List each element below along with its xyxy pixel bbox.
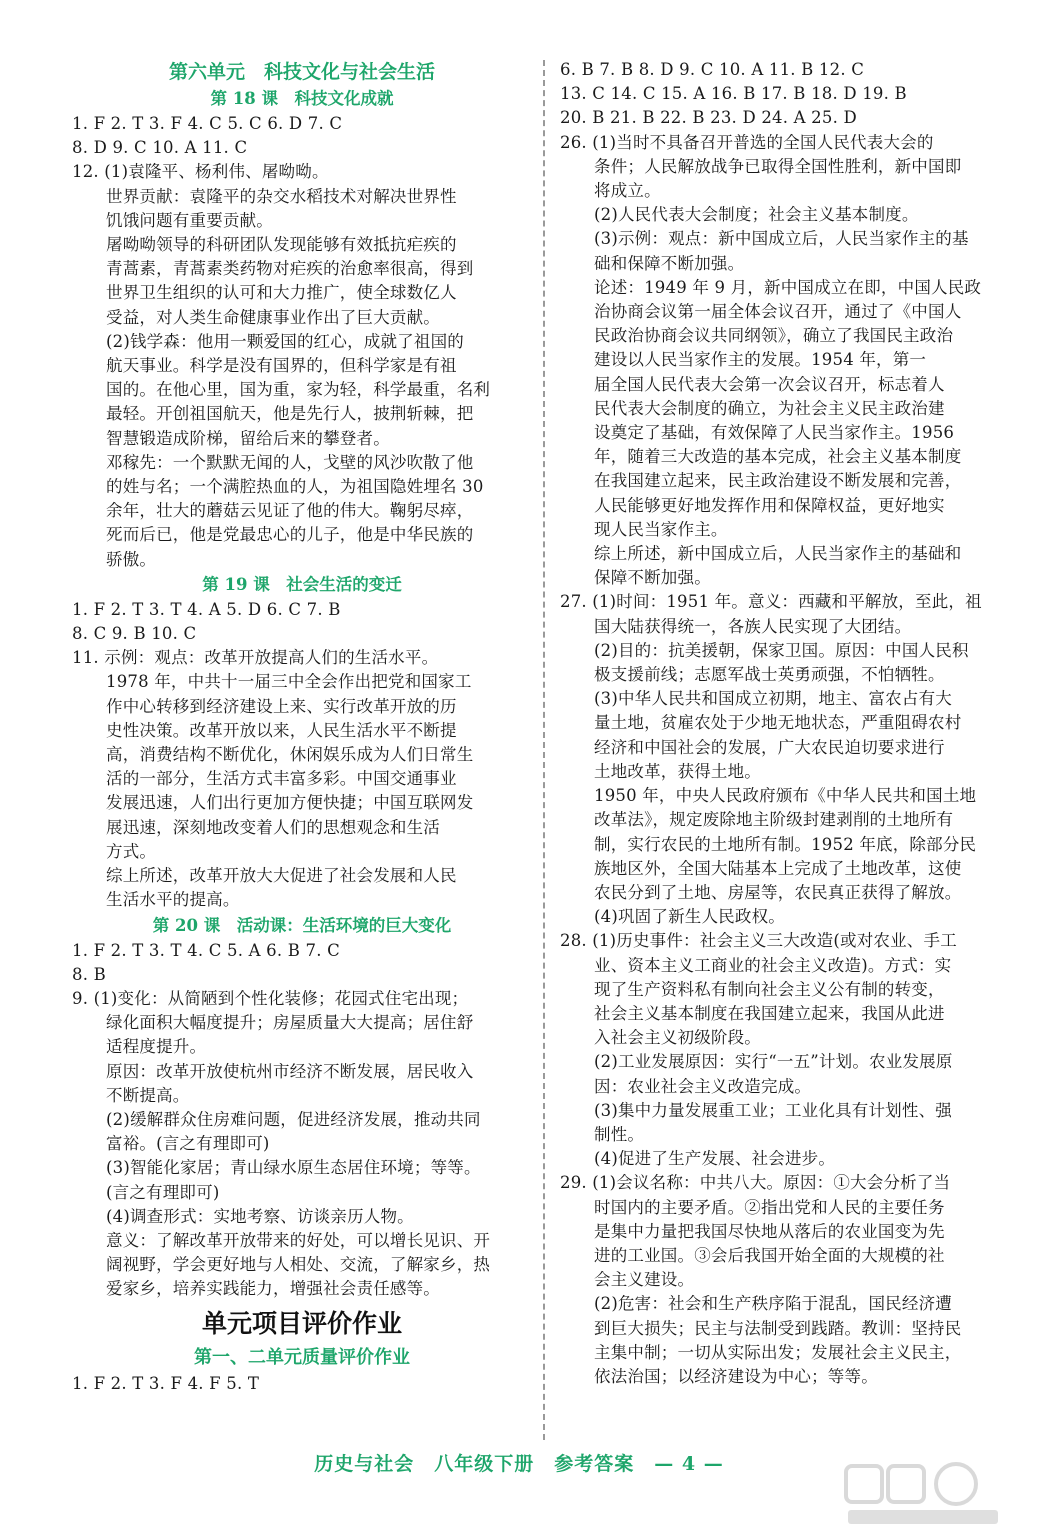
evaluation-heading: 单元项目评价作业 bbox=[201, 1308, 402, 1338]
answer-line: 在我国建立起来，民主政治建设不断发展和完善， bbox=[594, 471, 962, 491]
answer-line: 世界卫生组织的认可和大力推广，使全球数亿人 bbox=[106, 283, 457, 303]
answer-line: (3)集中力量发展重工业；工业化具有计划性、强 bbox=[594, 1100, 952, 1120]
answer-line: 设奠定了基础，有效保障了人民当家作主。1956 bbox=[594, 423, 955, 443]
answer-line: 届全国人民代表大会第一次会议召开，标志着人 bbox=[594, 374, 945, 394]
answer-line: 主集中制；一切从实际出发；发展社会主义民主， bbox=[594, 1342, 962, 1362]
answer-line: 会主义建设。 bbox=[594, 1270, 695, 1290]
answer-line: 人民能够更好地发挥作用和保障权益，更好地实 bbox=[594, 495, 945, 515]
left-column bbox=[72, 58, 532, 1396]
answer-line: 27. (1)时间：1951 年。意义：西藏和平解放，至此，祖 bbox=[560, 592, 982, 612]
answer-line: 现人民当家作主。 bbox=[594, 519, 728, 539]
answer-line: 智慧锻造成阶梯，留给后来的攀登者。 bbox=[106, 428, 390, 448]
answer-line: 民代表大会制度的确立，为社会主义民主政治建 bbox=[594, 398, 945, 418]
answer-line: 的姓与名；一个满腔热血的人，为祖国隐姓埋名 30 bbox=[106, 477, 484, 497]
answer-line: 保障不断加强。 bbox=[594, 568, 711, 588]
answer-line: 最轻。开创祖国航天，他是先行人，披荆斩棘，把 bbox=[106, 404, 474, 424]
answer-line: 高，消费结构不断优化，休闲娱乐成为人们日常生 bbox=[106, 745, 474, 765]
answer-line: 受益，对人类生命健康事业作出了巨大贡献。 bbox=[106, 307, 440, 327]
answer-line: (2)钱学森：他用一颗爱国的红心，成就了祖国的 bbox=[106, 331, 464, 351]
answer-line: (2)人民代表大会制度；社会主义基本制度。 bbox=[594, 205, 919, 225]
answer-line: 8. B bbox=[72, 964, 106, 984]
answer-line: 年，随着三大改造的基本完成，社会主义基本制度 bbox=[594, 447, 962, 467]
answer-line: 适程度提升。 bbox=[106, 1037, 207, 1057]
answer-line: 因：农业社会主义改造完成。 bbox=[594, 1076, 812, 1096]
answer-line: 综上所述，改革开放大大促进了社会发展和人民 bbox=[106, 866, 457, 886]
answer-line: 发展迅速，人们出行更加方便快捷；中国互联网发 bbox=[106, 793, 474, 813]
answer-line: 8. C 9. B 10. C bbox=[72, 624, 197, 644]
unit6-heading: 第六单元 科技文化与社会生活 bbox=[168, 61, 435, 83]
answer-line: 8. D 9. C 10. A 11. C bbox=[72, 138, 248, 158]
answer-line: 时国内的主要矛盾。②指出党和人民的主要任务 bbox=[594, 1197, 945, 1217]
answer-line: (4)巩固了新生人民政权。 bbox=[594, 907, 785, 927]
answer-line: 绿化面积大幅度提升；房屋质量大大提高；居住舒 bbox=[106, 1013, 474, 1033]
lesson20-answers bbox=[72, 939, 532, 1302]
column-divider bbox=[543, 60, 545, 1440]
answer-line: 世界贡献：袁隆平的杂交水稻技术对解决世界性 bbox=[106, 186, 457, 206]
answer-line: 方式。 bbox=[106, 841, 157, 861]
answer-line: 原因：改革开放使杭州市经济不断发展，居民收入 bbox=[106, 1061, 474, 1081]
answer-line: 础和保障不断加强。 bbox=[594, 253, 745, 273]
answer-line: 爱家乡，培养实践能力，增强社会责任感等。 bbox=[106, 1279, 440, 1299]
lesson20-heading: 第 20 课 活动课：生活环境的巨大变化 bbox=[152, 915, 452, 935]
answer-line: 到巨大损失；民主与法制受到践踏。教训：坚持民 bbox=[594, 1318, 962, 1338]
answer-line: 社会主义基本制度在我国建立起来，我国从此进 bbox=[594, 1003, 945, 1023]
answer-line: 依法治国；以经济建设为中心；等等。 bbox=[594, 1366, 878, 1386]
answer-line: (2)缓解群众住房难问题，促进经济发展，推动共同 bbox=[106, 1109, 481, 1129]
watermark-icon bbox=[842, 1458, 1002, 1528]
answer-line: (3)中华人民共和国成立初期，地主、富农占有大 bbox=[594, 689, 952, 709]
answer-line: 12. (1)袁隆平、杨利伟、屠呦呦。 bbox=[72, 162, 329, 182]
answer-line: 20. B 21. B 22. B 23. D 24. A 25. D bbox=[560, 108, 857, 128]
answer-line: 1. F 2. T 3. F 4. C 5. C 6. D 7. C bbox=[72, 114, 343, 133]
answer-line: 9. (1)变化：从简陋到个性化装修；花园式住宅出现； bbox=[72, 988, 469, 1008]
answer-line: 作中心转移到经济建设上来、实行改革开放的历 bbox=[106, 696, 457, 716]
answer-line: (3)智能化家居；青山绿水原生态居住环境；等等。 bbox=[106, 1158, 481, 1178]
answer-line: 进的工业国。③会后我国开始全面的大规模的社 bbox=[594, 1245, 945, 1265]
answer-line: 邓稼先：一个默默无闻的人，戈壁的风沙吹散了他 bbox=[106, 452, 474, 472]
right-column bbox=[560, 58, 992, 1389]
answer-line: 土地改革，获得土地。 bbox=[594, 761, 761, 781]
answer-line: 阔视野，学会更好地与人相处、交流，了解家乡，热 bbox=[106, 1255, 491, 1275]
answer-line: 29. (1)会议名称：中共八大。原因：①大会分析了当 bbox=[560, 1173, 951, 1193]
answer-line: 极支援前线；志愿军战士英勇顽强，不怕牺牲。 bbox=[594, 665, 945, 685]
answer-line: 改革法》，规定废除地主阶级封建剥削的土地所有 bbox=[594, 810, 954, 830]
answer-line: 意义：了解改革开放带来的好处，可以增长见识、开 bbox=[106, 1230, 491, 1250]
lesson19-heading: 第 19 课 社会生活的变迁 bbox=[202, 574, 402, 594]
evaluation-answers bbox=[72, 1372, 532, 1396]
answer-line: 1. F 2. T 3. T 4. C 5. A 6. B 7. C bbox=[72, 940, 340, 960]
answer-line: 1950 年，中央人民政府颁布《中华人民共和国土地 bbox=[594, 786, 977, 806]
lesson19-answers bbox=[72, 598, 532, 913]
answer-line: 13. C 14. C 15. A 16. B 17. B 18. D 19. B bbox=[560, 84, 907, 104]
answer-line: 农民分到了土地、房屋等，农民真正获得了解放。 bbox=[594, 882, 962, 902]
answer-line: 1. F 2. T 3. F 4. F 5. T bbox=[72, 1373, 260, 1393]
answer-line: 展迅速，深刻地改变着人们的思想观念和生活 bbox=[106, 817, 440, 837]
answer-line: 屠呦呦领导的科研团队发现能够有效抵抗疟疾的 bbox=[106, 235, 457, 255]
answer-line: 量土地，贫雇农处于少地无地状态，严重阻碍农村 bbox=[594, 713, 962, 733]
answer-line: 入社会主义初级阶段。 bbox=[594, 1028, 761, 1048]
answer-line: 现了生产资料私有制向社会主义公有制的转变， bbox=[594, 979, 945, 999]
answer-line: 是集中力量把我国尽快地从落后的农业国变为先 bbox=[594, 1221, 945, 1241]
answer-line: 制性。 bbox=[594, 1124, 645, 1144]
answer-line: 余年，壮大的蘑菇云见证了他的伟大。鞠躬尽瘁， bbox=[106, 501, 474, 521]
answer-line: (2)目的：抗美援朝，保家卫国。原因：中国人民积 bbox=[594, 640, 969, 660]
evaluation-subheading: 第一、二单元质量评价作业 bbox=[194, 1346, 410, 1368]
answer-line: (2)工业发展原因：实行“一五”计划。农业发展原 bbox=[594, 1052, 953, 1072]
answer-line: 11. 示例：观点：改革开放提高人们的生活水平。 bbox=[72, 648, 439, 668]
answer-line: 建设以人民当家作主的发展。1954 年，第一 bbox=[594, 350, 927, 370]
answer-line: (言之有理即可) bbox=[106, 1182, 220, 1202]
answer-line: (3)示例：观点：新中国成立后，人民当家作主的基 bbox=[594, 229, 969, 249]
answer-line: 26. (1)当时不具备召开普选的全国人民代表大会的 bbox=[560, 132, 934, 152]
answer-line: 饥饿问题有重要贡献。 bbox=[106, 210, 273, 230]
answer-line: 条件；人民解放战争已取得全国性胜利，新中国即 bbox=[594, 156, 962, 176]
answer-line: 骄傲。 bbox=[106, 549, 157, 569]
answer-line: 综上所述，新中国成立后，人民当家作主的基础和 bbox=[594, 544, 962, 564]
answer-line: 族地区外，全国大陆基本上完成了土地改革，这使 bbox=[594, 858, 962, 878]
answer-line: 1978 年，中共十一届三中全会作出把党和国家工 bbox=[106, 672, 472, 692]
answer-line: 国的。在他心里，国为重，家为轻，科学最重，名利 bbox=[106, 380, 491, 400]
answer-line: 28. (1)历史事件：社会主义三大改造(或对农业、手工 bbox=[560, 931, 957, 951]
answer-line: 治协商会议第一届全体会议召开，通过了《中国人 bbox=[594, 302, 962, 322]
answer-line: 制，实行农民的土地所有制。1952 年底，除部分民 bbox=[594, 834, 977, 854]
watermark-logo bbox=[842, 1458, 1002, 1528]
answer-line: 业、资本主义工商业的社会主义改造)。方式：实 bbox=[594, 955, 952, 975]
answer-line: 6. B 7. B 8. D 9. C 10. A 11. B 12. C bbox=[560, 60, 865, 79]
answer-line: 史性决策。改革开放以来，人民生活水平不断提 bbox=[106, 720, 457, 740]
answer-line: 不断提高。 bbox=[106, 1085, 190, 1105]
answer-line: 死而后已，他是党最忠心的儿子，他是中华民族的 bbox=[106, 525, 474, 545]
answer-line: 经济和中国社会的发展，广大农民迫切要求进行 bbox=[594, 737, 945, 757]
answer-line: (4)促进了生产发展、社会进步。 bbox=[594, 1149, 836, 1169]
lesson18-answers bbox=[72, 112, 532, 572]
answer-line: 民政治协商会议共同纲领》，确立了我国民主政治 bbox=[594, 326, 954, 346]
answer-line: (2)危害：社会和生产秩序陷于混乱，国民经济遭 bbox=[594, 1294, 952, 1314]
right-answers bbox=[560, 58, 992, 1389]
answer-line: 航天事业。科学是没有国界的，但科学家是有祖 bbox=[106, 356, 457, 376]
answer-line: 富裕。(言之有理即可) bbox=[106, 1134, 270, 1154]
answer-line: 将成立。 bbox=[594, 181, 661, 201]
answer-line: (4)调查形式：实地考察、访谈亲历人物。 bbox=[106, 1206, 414, 1226]
answer-line: 生活水平的提高。 bbox=[106, 890, 240, 910]
answer-line: 活的一部分，生活方式丰富多彩。中国交通事业 bbox=[106, 769, 457, 789]
lesson18-heading: 第 18 课 科技文化成就 bbox=[210, 89, 394, 108]
answer-line: 青蒿素，青蒿素类药物对疟疾的治愈率很高，得到 bbox=[106, 259, 474, 279]
answer-line: 1. F 2. T 3. T 4. A 5. D 6. C 7. B bbox=[72, 599, 341, 619]
answer-line: 国大陆获得统一，各族人民实现了大团结。 bbox=[594, 616, 912, 636]
page-footer: 历史与社会 八年级下册 参考答案 — 4 — bbox=[314, 1453, 724, 1475]
answer-line: 论述：1949 年 9 月，新中国成立在即，中国人民政 bbox=[594, 277, 982, 297]
